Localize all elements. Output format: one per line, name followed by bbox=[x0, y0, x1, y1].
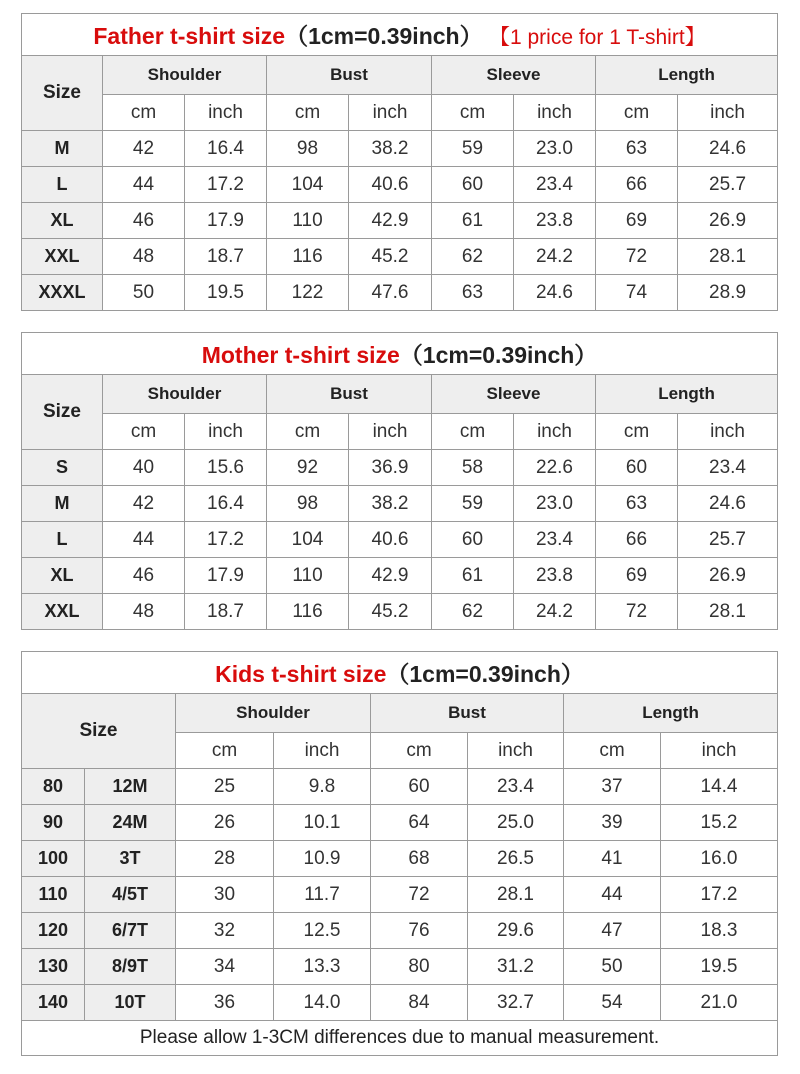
unit-cm: cm bbox=[596, 95, 678, 131]
size-cell: L bbox=[22, 167, 103, 203]
value-cell: 76 bbox=[371, 913, 468, 949]
value-cell: 26.5 bbox=[468, 841, 564, 877]
table-row bbox=[22, 486, 778, 522]
value-cell: 32.7 bbox=[468, 985, 564, 1021]
mother-sleeve-header: Sleeve bbox=[432, 375, 596, 414]
value-cell: 12.5 bbox=[274, 913, 371, 949]
table-row bbox=[22, 275, 778, 311]
value-cell: 42 bbox=[103, 131, 185, 167]
size-cell: XL bbox=[22, 203, 103, 239]
value-cell: 28.9 bbox=[678, 275, 778, 311]
size-cell: XL bbox=[22, 558, 103, 594]
value-cell: 62 bbox=[432, 594, 514, 630]
value-cell: 17.2 bbox=[185, 522, 267, 558]
value-cell: 72 bbox=[596, 239, 678, 275]
table-row bbox=[22, 203, 778, 239]
size-height-cell: 100 bbox=[22, 841, 85, 877]
kids-title-conversion: （1cm=0.39inch） bbox=[386, 661, 584, 687]
value-cell: 80 bbox=[371, 949, 468, 985]
value-cell: 25.0 bbox=[468, 805, 564, 841]
value-cell: 69 bbox=[596, 558, 678, 594]
table-row bbox=[22, 877, 778, 913]
unit-inch: inch bbox=[678, 414, 778, 450]
value-cell: 84 bbox=[371, 985, 468, 1021]
value-cell: 45.2 bbox=[349, 239, 432, 275]
unit-cm: cm bbox=[176, 733, 274, 769]
size-cell: XXL bbox=[22, 239, 103, 275]
size-cell: M bbox=[22, 131, 103, 167]
size-height-cell: 130 bbox=[22, 949, 85, 985]
value-cell: 28.1 bbox=[468, 877, 564, 913]
mother-size-table bbox=[21, 332, 778, 630]
value-cell: 26.9 bbox=[678, 558, 778, 594]
mother-title-main: Mother t-shirt size bbox=[201, 342, 400, 368]
kids-shoulder-header: Shoulder bbox=[176, 694, 371, 733]
value-cell: 25 bbox=[176, 769, 274, 805]
size-cell: L bbox=[22, 522, 103, 558]
value-cell: 22.6 bbox=[514, 450, 596, 486]
value-cell: 104 bbox=[267, 167, 349, 203]
value-cell: 30 bbox=[176, 877, 274, 913]
kids-table-title bbox=[22, 652, 778, 694]
value-cell: 47 bbox=[564, 913, 661, 949]
value-cell: 116 bbox=[267, 239, 349, 275]
unit-cm: cm bbox=[432, 95, 514, 131]
size-cell: M bbox=[22, 486, 103, 522]
value-cell: 37 bbox=[564, 769, 661, 805]
unit-inch: inch bbox=[349, 414, 432, 450]
value-cell: 46 bbox=[103, 558, 185, 594]
father-price-note: 【1 price for 1 T-shirt】 bbox=[488, 26, 706, 49]
mother-title-conversion: （1cm=0.39inch） bbox=[399, 342, 598, 368]
value-cell: 28 bbox=[176, 841, 274, 877]
mother-shoulder-header: Shoulder bbox=[103, 375, 267, 414]
value-cell: 24.2 bbox=[514, 594, 596, 630]
value-cell: 10.1 bbox=[274, 805, 371, 841]
value-cell: 23.4 bbox=[678, 450, 778, 486]
value-cell: 60 bbox=[371, 769, 468, 805]
value-cell: 38.2 bbox=[349, 131, 432, 167]
value-cell: 98 bbox=[267, 131, 349, 167]
size-cell: XXL bbox=[22, 594, 103, 630]
unit-inch: inch bbox=[349, 95, 432, 131]
value-cell: 23.4 bbox=[468, 769, 564, 805]
value-cell: 63 bbox=[432, 275, 514, 311]
kids-bust-header: Bust bbox=[371, 694, 564, 733]
value-cell: 66 bbox=[596, 522, 678, 558]
father-size-header: Size bbox=[22, 56, 103, 131]
value-cell: 18.3 bbox=[661, 913, 778, 949]
value-cell: 122 bbox=[267, 275, 349, 311]
table-row bbox=[22, 522, 778, 558]
size-cell: XXXL bbox=[22, 275, 103, 311]
table-row bbox=[22, 985, 778, 1021]
father-shoulder-header: Shoulder bbox=[103, 56, 267, 95]
value-cell: 72 bbox=[371, 877, 468, 913]
value-cell: 61 bbox=[432, 203, 514, 239]
unit-inch: inch bbox=[274, 733, 371, 769]
unit-cm: cm bbox=[103, 95, 185, 131]
value-cell: 23.4 bbox=[514, 522, 596, 558]
unit-inch: inch bbox=[661, 733, 778, 769]
size-cell: S bbox=[22, 450, 103, 486]
value-cell: 32 bbox=[176, 913, 274, 949]
value-cell: 69 bbox=[596, 203, 678, 239]
unit-inch: inch bbox=[514, 95, 596, 131]
unit-cm: cm bbox=[267, 414, 349, 450]
mother-size-header: Size bbox=[22, 375, 103, 450]
value-cell: 19.5 bbox=[185, 275, 267, 311]
table-row bbox=[22, 239, 778, 275]
value-cell: 40 bbox=[103, 450, 185, 486]
value-cell: 24.2 bbox=[514, 239, 596, 275]
table-row bbox=[22, 450, 778, 486]
value-cell: 15.2 bbox=[661, 805, 778, 841]
value-cell: 40.6 bbox=[349, 522, 432, 558]
value-cell: 38.2 bbox=[349, 486, 432, 522]
table-row bbox=[22, 558, 778, 594]
kids-title-main: Kids t-shirt size bbox=[215, 661, 387, 687]
unit-cm: cm bbox=[564, 733, 661, 769]
value-cell: 23.8 bbox=[514, 203, 596, 239]
unit-cm: cm bbox=[432, 414, 514, 450]
value-cell: 24.6 bbox=[678, 131, 778, 167]
value-cell: 61 bbox=[432, 558, 514, 594]
unit-cm: cm bbox=[596, 414, 678, 450]
value-cell: 104 bbox=[267, 522, 349, 558]
unit-inch: inch bbox=[468, 733, 564, 769]
value-cell: 25.7 bbox=[678, 167, 778, 203]
value-cell: 72 bbox=[596, 594, 678, 630]
unit-cm: cm bbox=[103, 414, 185, 450]
value-cell: 64 bbox=[371, 805, 468, 841]
kids-size-header: Size bbox=[22, 694, 176, 769]
value-cell: 23.4 bbox=[514, 167, 596, 203]
unit-cm: cm bbox=[267, 95, 349, 131]
value-cell: 48 bbox=[103, 239, 185, 275]
value-cell: 60 bbox=[596, 450, 678, 486]
table-row bbox=[22, 805, 778, 841]
value-cell: 28.1 bbox=[678, 239, 778, 275]
size-height-cell: 110 bbox=[22, 877, 85, 913]
value-cell: 11.7 bbox=[274, 877, 371, 913]
value-cell: 63 bbox=[596, 486, 678, 522]
value-cell: 17.9 bbox=[185, 558, 267, 594]
value-cell: 116 bbox=[267, 594, 349, 630]
value-cell: 42.9 bbox=[349, 558, 432, 594]
father-size-table bbox=[21, 13, 778, 311]
table-row bbox=[22, 131, 778, 167]
measurement-footnote: Please allow 1-3CM differences due to manual measurement. bbox=[22, 1021, 778, 1056]
table-row bbox=[22, 949, 778, 985]
value-cell: 42.9 bbox=[349, 203, 432, 239]
value-cell: 41 bbox=[564, 841, 661, 877]
father-table-title bbox=[22, 14, 778, 56]
unit-inch: inch bbox=[185, 414, 267, 450]
size-age-cell: 4/5T bbox=[85, 877, 176, 913]
value-cell: 18.7 bbox=[185, 594, 267, 630]
value-cell: 50 bbox=[564, 949, 661, 985]
value-cell: 62 bbox=[432, 239, 514, 275]
value-cell: 63 bbox=[596, 131, 678, 167]
value-cell: 23.8 bbox=[514, 558, 596, 594]
value-cell: 10.9 bbox=[274, 841, 371, 877]
value-cell: 16.4 bbox=[185, 131, 267, 167]
size-age-cell: 8/9T bbox=[85, 949, 176, 985]
value-cell: 18.7 bbox=[185, 239, 267, 275]
value-cell: 19.5 bbox=[661, 949, 778, 985]
unit-inch: inch bbox=[678, 95, 778, 131]
unit-inch: inch bbox=[514, 414, 596, 450]
father-unit-row bbox=[22, 95, 778, 131]
size-height-cell: 120 bbox=[22, 913, 85, 949]
size-age-cell: 12M bbox=[85, 769, 176, 805]
value-cell: 60 bbox=[432, 522, 514, 558]
unit-cm: cm bbox=[371, 733, 468, 769]
father-title-conversion: （1cm=0.39inch） bbox=[285, 23, 483, 49]
value-cell: 26.9 bbox=[678, 203, 778, 239]
value-cell: 36 bbox=[176, 985, 274, 1021]
mother-table-title bbox=[22, 333, 778, 375]
value-cell: 36.9 bbox=[349, 450, 432, 486]
father-length-header: Length bbox=[596, 56, 778, 95]
father-title-main: Father t-shirt size bbox=[93, 23, 286, 49]
value-cell: 50 bbox=[103, 275, 185, 311]
value-cell: 59 bbox=[432, 131, 514, 167]
table-row bbox=[22, 841, 778, 877]
mother-bust-header: Bust bbox=[267, 375, 432, 414]
size-age-cell: 6/7T bbox=[85, 913, 176, 949]
value-cell: 47.6 bbox=[349, 275, 432, 311]
value-cell: 54 bbox=[564, 985, 661, 1021]
value-cell: 17.9 bbox=[185, 203, 267, 239]
value-cell: 24.6 bbox=[514, 275, 596, 311]
value-cell: 68 bbox=[371, 841, 468, 877]
value-cell: 26 bbox=[176, 805, 274, 841]
value-cell: 24.6 bbox=[678, 486, 778, 522]
value-cell: 48 bbox=[103, 594, 185, 630]
value-cell: 9.8 bbox=[274, 769, 371, 805]
value-cell: 59 bbox=[432, 486, 514, 522]
size-age-cell: 3T bbox=[85, 841, 176, 877]
value-cell: 21.0 bbox=[661, 985, 778, 1021]
value-cell: 40.6 bbox=[349, 167, 432, 203]
value-cell: 45.2 bbox=[349, 594, 432, 630]
value-cell: 23.0 bbox=[514, 486, 596, 522]
value-cell: 14.4 bbox=[661, 769, 778, 805]
size-age-cell: 24M bbox=[85, 805, 176, 841]
table-row bbox=[22, 167, 778, 203]
value-cell: 46 bbox=[103, 203, 185, 239]
value-cell: 17.2 bbox=[661, 877, 778, 913]
mother-unit-row bbox=[22, 414, 778, 450]
value-cell: 44 bbox=[103, 522, 185, 558]
size-age-cell: 10T bbox=[85, 985, 176, 1021]
father-sleeve-header: Sleeve bbox=[432, 56, 596, 95]
kids-size-table bbox=[21, 651, 778, 1056]
value-cell: 13.3 bbox=[274, 949, 371, 985]
value-cell: 31.2 bbox=[468, 949, 564, 985]
value-cell: 44 bbox=[103, 167, 185, 203]
value-cell: 58 bbox=[432, 450, 514, 486]
kids-length-header: Length bbox=[564, 694, 778, 733]
value-cell: 98 bbox=[267, 486, 349, 522]
value-cell: 16.4 bbox=[185, 486, 267, 522]
size-height-cell: 140 bbox=[22, 985, 85, 1021]
value-cell: 15.6 bbox=[185, 450, 267, 486]
value-cell: 34 bbox=[176, 949, 274, 985]
value-cell: 16.0 bbox=[661, 841, 778, 877]
value-cell: 17.2 bbox=[185, 167, 267, 203]
value-cell: 74 bbox=[596, 275, 678, 311]
value-cell: 39 bbox=[564, 805, 661, 841]
size-height-cell: 90 bbox=[22, 805, 85, 841]
value-cell: 66 bbox=[596, 167, 678, 203]
value-cell: 28.1 bbox=[678, 594, 778, 630]
table-row bbox=[22, 769, 778, 805]
value-cell: 44 bbox=[564, 877, 661, 913]
value-cell: 42 bbox=[103, 486, 185, 522]
value-cell: 23.0 bbox=[514, 131, 596, 167]
value-cell: 110 bbox=[267, 558, 349, 594]
size-height-cell: 80 bbox=[22, 769, 85, 805]
table-row bbox=[22, 594, 778, 630]
table-row bbox=[22, 913, 778, 949]
value-cell: 110 bbox=[267, 203, 349, 239]
unit-inch: inch bbox=[185, 95, 267, 131]
value-cell: 14.0 bbox=[274, 985, 371, 1021]
value-cell: 60 bbox=[432, 167, 514, 203]
mother-length-header: Length bbox=[596, 375, 778, 414]
father-bust-header: Bust bbox=[267, 56, 432, 95]
value-cell: 29.6 bbox=[468, 913, 564, 949]
value-cell: 92 bbox=[267, 450, 349, 486]
value-cell: 25.7 bbox=[678, 522, 778, 558]
